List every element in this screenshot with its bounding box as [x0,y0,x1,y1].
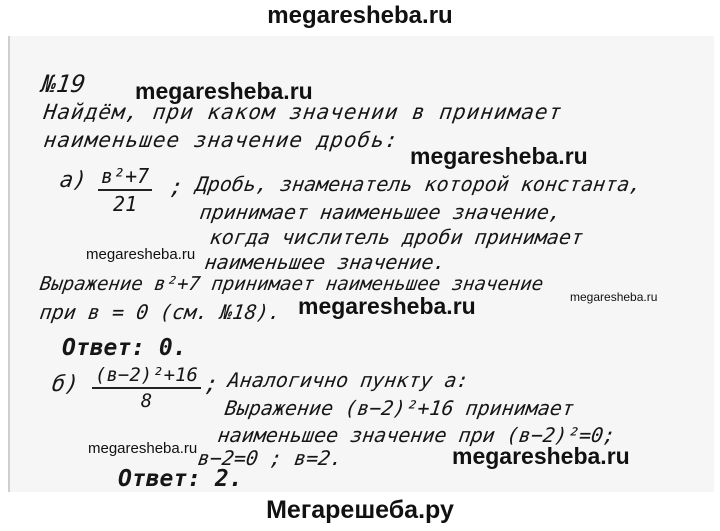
intro-line-1: Найдём, при каком значении в принимает [42,100,565,124]
part-b-line-2: Выражение (в−2)²+16 принимает [223,396,576,420]
part-a-line-4: наименьшее значение. [203,250,448,274]
part-b-label: б) [50,372,81,397]
part-b-answer: Ответ: 2. [118,466,243,492]
part-b-denominator: 8 [140,390,153,412]
watermark-7: megaresheba.ru [452,443,630,469]
site-title-top: megaresheba.ru [267,2,453,29]
watermark-5: megaresheba.ru [570,290,658,304]
part-a-answer: Ответ: 0. [62,335,187,361]
part-b-fraction [92,364,201,412]
watermark-4: megaresheba.ru [298,293,476,319]
part-a-numerator: в²+7 [98,164,152,191]
watermark-1: megaresheba.ru [135,78,313,104]
part-a-conclusion-1: Выражение в²+7 принимает наименьшее значение [38,273,545,295]
part-b-line-4: в−2=0 ; в=2. [196,446,345,470]
part-a-label: а) [58,168,89,193]
part-a-conclusion-2: при в = 0 (см. №18). [38,300,283,324]
intro-line-2: наименьшее значение дробь: [42,128,401,152]
part-b-line-1: Аналогично пункту а: [226,368,471,392]
watermark-2: megaresheba.ru [410,143,588,169]
watermark-3: megaresheba.ru [86,246,196,263]
part-a-separator: ; [168,175,186,200]
part-b-line-3: наименьшее значение при (в−2)²=0; [216,423,618,447]
part-a-line-3: когда числитель дроби принимает [208,225,585,249]
site-title-bottom: Мегарешеба.ру [266,496,454,524]
task-number: №19 [40,70,88,98]
part-a-line-1: Дробь, знаменатель которой константа, [194,172,644,196]
part-a-line-2: принимает наименьшее значение, [198,200,563,224]
part-b-numerator: (в−2)²+16 [92,364,201,389]
part-a-denominator: 21 [113,192,138,216]
part-a-fraction [98,164,152,216]
watermark-6: megaresheba.ru [88,440,198,457]
part-b-separator: ; [203,372,221,397]
